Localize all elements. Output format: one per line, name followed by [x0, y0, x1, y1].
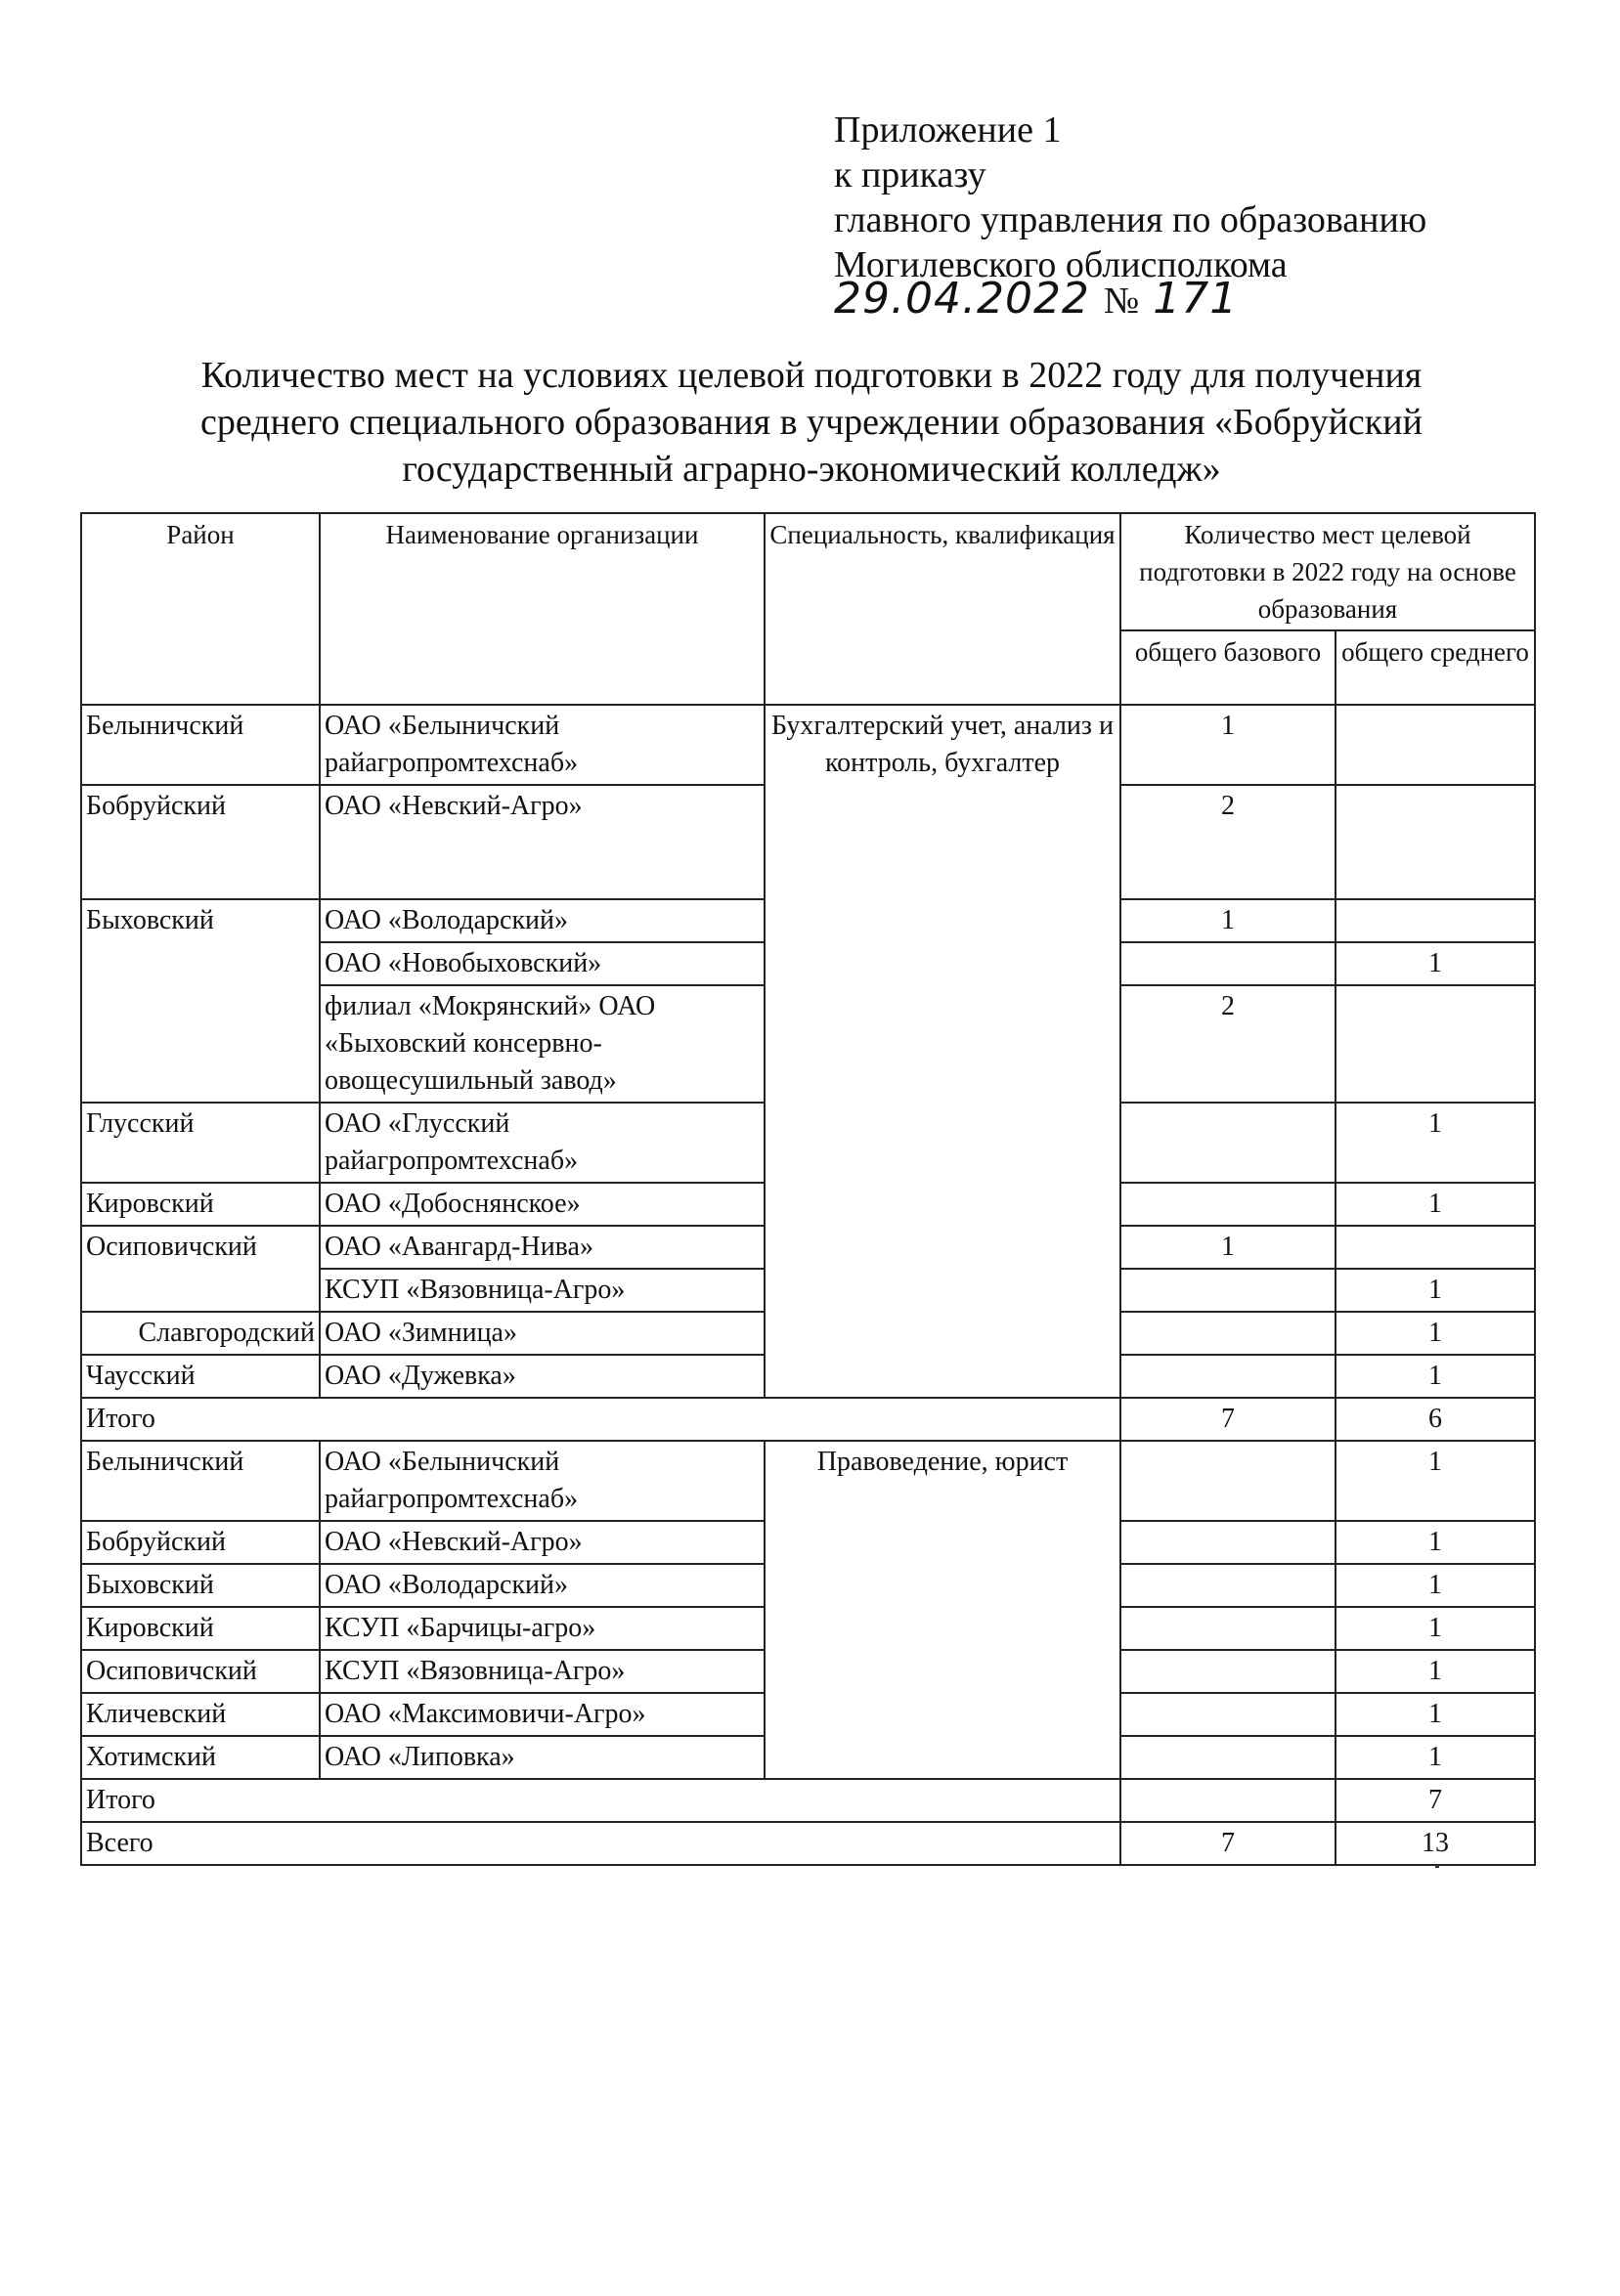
- basic-cell: [1120, 1103, 1335, 1183]
- header-secondary: общего среднего: [1335, 630, 1535, 705]
- district-cell: Славгородский: [81, 1312, 320, 1355]
- basic-cell: [1120, 1564, 1335, 1607]
- basic-cell: 2: [1120, 785, 1335, 899]
- organization-cell: ОАО «Володарский»: [320, 1564, 765, 1607]
- basic-cell: 1: [1120, 705, 1335, 785]
- appendix-line: Приложение 1: [834, 109, 1062, 151]
- grand-total-row: [81, 1822, 1535, 1865]
- organization-cell: филиал «Мокрянский» ОАО «Быховский консервно-овощесушильный завод»: [320, 985, 765, 1103]
- header-district: Район: [81, 513, 320, 705]
- specialty-cell: Бухгалтерский учет, анализ и контроль, бухгалтер: [765, 705, 1120, 1398]
- district-cell: Белыничский: [81, 1441, 320, 1521]
- basic-cell: [1120, 1312, 1335, 1355]
- district-cell: Кировский: [81, 1607, 320, 1650]
- table-row: [81, 705, 1535, 785]
- title-line: государственный аграрно-экономический колледж»: [402, 449, 1221, 490]
- district-cell: Бобруйский: [81, 785, 320, 899]
- basic-cell: [1120, 1183, 1335, 1226]
- appendix-line: Могилевского облисполкома: [834, 244, 1288, 285]
- organization-cell: ОАО «Глусский райагропромтехснаб»: [320, 1103, 765, 1183]
- district-cell: Быховский: [81, 899, 320, 1103]
- district-cell: Кличевский: [81, 1693, 320, 1736]
- secondary-cell: 1: [1335, 1564, 1535, 1607]
- subtotal-basic: 7: [1120, 1398, 1335, 1441]
- secondary-cell: 1: [1335, 1183, 1535, 1226]
- title-line: Количество мест на условиях целевой подготовки в 2022 году для получения: [200, 355, 1423, 396]
- subtotal-secondary: 7: [1335, 1779, 1535, 1822]
- secondary-cell: 1: [1335, 1736, 1535, 1779]
- basic-cell: 1: [1120, 899, 1335, 942]
- district-cell: Глусский: [81, 1103, 320, 1183]
- secondary-cell: 1: [1335, 1650, 1535, 1693]
- handwritten-number: 171: [1153, 274, 1239, 324]
- basic-cell: 2: [1120, 985, 1335, 1103]
- handwritten-date: 29.04.2022: [834, 274, 1090, 324]
- district-cell: Осиповичский: [81, 1226, 320, 1312]
- appendix-line: главного управления по образованию: [834, 199, 1427, 240]
- places-table: [80, 512, 1536, 1866]
- basic-cell: [1120, 1441, 1335, 1521]
- subtotal-row: [81, 1779, 1535, 1822]
- organization-cell: ОАО «Максимовичи-Агро»: [320, 1693, 765, 1736]
- district-cell: Чаусский: [81, 1355, 320, 1398]
- organization-cell: ОАО «Невский-Агро»: [320, 1521, 765, 1564]
- district-cell: Бобруйский: [81, 1521, 320, 1564]
- secondary-cell: [1335, 705, 1535, 785]
- grand-total-basic: 7: [1120, 1822, 1335, 1865]
- district-cell: Осиповичский: [81, 1650, 320, 1693]
- subtotal-label: Итого: [81, 1398, 1120, 1441]
- organization-cell: ОАО «Белыничский райагропромтехснаб»: [320, 1441, 765, 1521]
- secondary-cell: [1335, 1226, 1535, 1269]
- district-cell: Хотимский: [81, 1736, 320, 1779]
- appendix-header: [834, 108, 1426, 287]
- document-title: [88, 352, 1535, 493]
- specialty-cell: Правоведение, юрист: [765, 1441, 1120, 1779]
- organization-cell: ОАО «Дужевка»: [320, 1355, 765, 1398]
- grand-total-label: Всего: [81, 1822, 1120, 1865]
- table-row: [81, 1441, 1535, 1521]
- basic-cell: [1120, 1607, 1335, 1650]
- header-places: Количество мест целевой подготовки в 2022 году на основе образования: [1120, 513, 1535, 630]
- subtotal-secondary: 6: [1335, 1398, 1535, 1441]
- district-cell: Кировский: [81, 1183, 320, 1226]
- secondary-cell: [1335, 899, 1535, 942]
- header-organization: Наименование организации: [320, 513, 765, 705]
- order-date-number: [834, 274, 1238, 324]
- secondary-cell: 1: [1335, 1103, 1535, 1183]
- organization-cell: ОАО «Володарский»: [320, 899, 765, 942]
- secondary-cell: [1335, 985, 1535, 1103]
- secondary-cell: 1: [1335, 1441, 1535, 1521]
- organization-cell: ОАО «Добоснянское»: [320, 1183, 765, 1226]
- organization-cell: КСУП «Барчицы-агро»: [320, 1607, 765, 1650]
- basic-cell: [1120, 1355, 1335, 1398]
- secondary-cell: 1: [1335, 942, 1535, 985]
- organization-cell: ОАО «Авангард-Нива»: [320, 1226, 765, 1269]
- secondary-cell: 1: [1335, 1693, 1535, 1736]
- subtotal-label: Итого: [81, 1779, 1120, 1822]
- basic-cell: [1120, 1269, 1335, 1312]
- basic-cell: [1120, 1693, 1335, 1736]
- scan-speck: [1435, 1865, 1439, 1868]
- header-specialty: Специальность, квалификация: [765, 513, 1120, 705]
- district-cell: Белыничский: [81, 705, 320, 785]
- district-cell: Быховский: [81, 1564, 320, 1607]
- organization-cell: КСУП «Вязовница-Агро»: [320, 1650, 765, 1693]
- secondary-cell: [1335, 785, 1535, 899]
- basic-cell: [1120, 1736, 1335, 1779]
- organization-cell: ОАО «Белыничский райагропромтехснаб»: [320, 705, 765, 785]
- secondary-cell: 1: [1335, 1607, 1535, 1650]
- basic-cell: 1: [1120, 1226, 1335, 1269]
- organization-cell: ОАО «Невский-Агро»: [320, 785, 765, 899]
- organization-cell: ОАО «Липовка»: [320, 1736, 765, 1779]
- basic-cell: [1120, 1521, 1335, 1564]
- basic-cell: [1120, 942, 1335, 985]
- organization-cell: ОАО «Новобыховский»: [320, 942, 765, 985]
- organization-cell: КСУП «Вязовница-Агро»: [320, 1269, 765, 1312]
- subtotal-basic: [1120, 1779, 1335, 1822]
- subtotal-row: [81, 1398, 1535, 1441]
- number-sign: №: [1103, 281, 1140, 322]
- organization-cell: ОАО «Зимница»: [320, 1312, 765, 1355]
- secondary-cell: 1: [1335, 1312, 1535, 1355]
- secondary-cell: 1: [1335, 1269, 1535, 1312]
- secondary-cell: 1: [1335, 1521, 1535, 1564]
- secondary-cell: 1: [1335, 1355, 1535, 1398]
- grand-total-secondary: 13: [1335, 1822, 1535, 1865]
- appendix-line: к приказу: [834, 154, 986, 195]
- title-line: среднего специального образования в учреждении образования «Бобруйский: [200, 402, 1423, 443]
- basic-cell: [1120, 1650, 1335, 1693]
- header-basic: общего базового: [1120, 630, 1335, 705]
- table-header-row: [81, 513, 1535, 630]
